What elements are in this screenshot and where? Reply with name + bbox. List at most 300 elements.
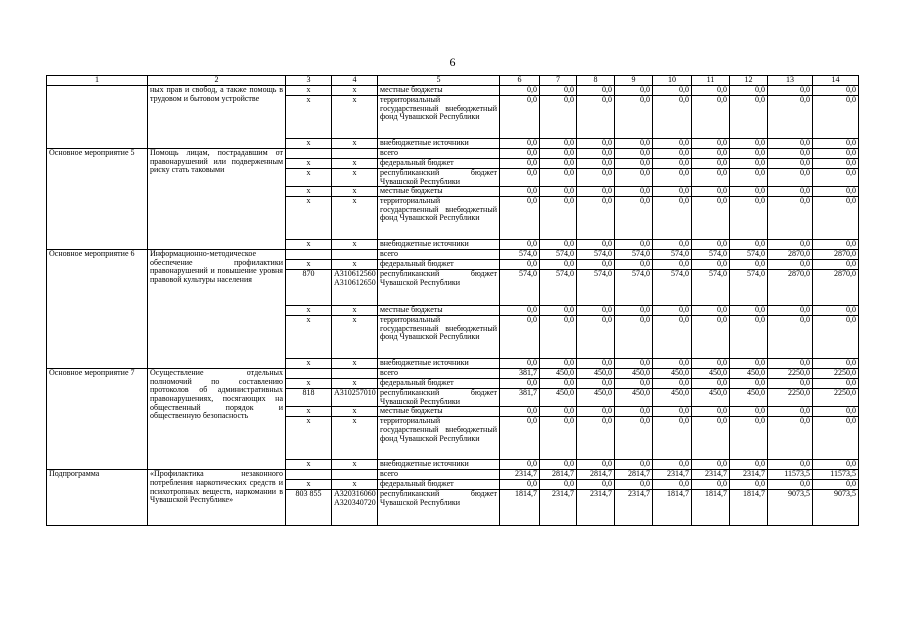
amount-cell: 450,0 (577, 369, 615, 379)
grbs-code: x (286, 480, 332, 490)
column-header: 7 (540, 76, 577, 86)
amount-cell: 0,0 (615, 86, 653, 96)
amount-cell: 0,0 (768, 316, 813, 359)
budget-classification-code: x (332, 139, 378, 149)
funding-source: внебюджетные источники (378, 240, 500, 250)
amount-cell: 0,0 (615, 359, 653, 369)
amount-cell: 450,0 (540, 389, 577, 407)
amount-cell: 0,0 (692, 306, 730, 316)
amount-cell: 1814,7 (730, 490, 768, 526)
amount-cell: 0,0 (653, 460, 692, 470)
amount-cell: 0,0 (768, 379, 813, 389)
amount-cell: 0,0 (500, 159, 540, 169)
amount-cell: 0,0 (692, 379, 730, 389)
amount-cell: 2870,0 (813, 250, 859, 260)
amount-cell: 9073,5 (813, 490, 859, 526)
budget-classification-code (332, 470, 378, 480)
amount-cell: 0,0 (500, 417, 540, 460)
funding-source: федеральный бюджет (378, 379, 500, 389)
amount-cell: 450,0 (577, 389, 615, 407)
funding-source: республиканский бюджет Чувашской Республики (378, 169, 500, 187)
amount-cell: 0,0 (813, 359, 859, 369)
column-header: 12 (730, 76, 768, 86)
budget-classification-code: x (332, 379, 378, 389)
amount-cell: 574,0 (692, 250, 730, 260)
amount-cell: 0,0 (500, 169, 540, 187)
amount-cell: 0,0 (653, 480, 692, 490)
amount-cell: 0,0 (813, 86, 859, 96)
amount-cell: 0,0 (500, 306, 540, 316)
amount-cell: 0,0 (615, 149, 653, 159)
amount-cell: 0,0 (500, 316, 540, 359)
amount-cell: 0,0 (615, 139, 653, 149)
amount-cell: 450,0 (692, 369, 730, 379)
amount-cell: 0,0 (730, 159, 768, 169)
amount-cell: 2314,7 (692, 470, 730, 480)
amount-cell: 0,0 (540, 379, 577, 389)
amount-cell: 450,0 (653, 389, 692, 407)
grbs-code (286, 149, 332, 159)
amount-cell: 0,0 (500, 139, 540, 149)
header-row (47, 76, 859, 86)
amount-cell: 0,0 (813, 417, 859, 460)
budget-classification-code: x (332, 169, 378, 187)
amount-cell: 0,0 (540, 187, 577, 197)
amount-cell: 0,0 (653, 379, 692, 389)
amount-cell: 0,0 (813, 379, 859, 389)
amount-cell: 0,0 (577, 316, 615, 359)
amount-cell: 574,0 (540, 270, 577, 306)
activity-label: Основное мероприятие 7 (47, 369, 148, 470)
funding-source: республиканский бюджет Чувашской Республики (378, 270, 500, 306)
amount-cell: 0,0 (653, 407, 692, 417)
table-row (47, 470, 859, 480)
budget-classification-code: А320316060 А320340720 (332, 490, 378, 526)
amount-cell: 0,0 (730, 407, 768, 417)
amount-cell: 0,0 (540, 159, 577, 169)
amount-cell: 0,0 (692, 149, 730, 159)
amount-cell: 0,0 (615, 96, 653, 139)
grbs-code: x (286, 316, 332, 359)
amount-cell: 0,0 (615, 260, 653, 270)
column-header: 1 (47, 76, 148, 86)
amount-cell: 0,0 (500, 240, 540, 250)
amount-cell: 0,0 (730, 169, 768, 187)
table-row (47, 86, 859, 96)
amount-cell: 0,0 (500, 197, 540, 240)
amount-cell: 0,0 (768, 480, 813, 490)
column-header: 5 (378, 76, 500, 86)
amount-cell: 0,0 (813, 159, 859, 169)
amount-cell: 0,0 (540, 169, 577, 187)
activity-label: Основное мероприятие 5 (47, 149, 148, 250)
amount-cell: 0,0 (730, 306, 768, 316)
amount-cell: 0,0 (692, 197, 730, 240)
amount-cell: 2814,7 (577, 470, 615, 480)
amount-cell: 2870,0 (768, 270, 813, 306)
amount-cell: 2314,7 (540, 490, 577, 526)
amount-cell: 0,0 (730, 316, 768, 359)
amount-cell: 0,0 (653, 316, 692, 359)
amount-cell: 0,0 (615, 197, 653, 240)
amount-cell: 0,0 (500, 86, 540, 96)
amount-cell: 0,0 (615, 240, 653, 250)
budget-classification-code: А310612560 А310612650 (332, 270, 378, 306)
amount-cell: 0,0 (500, 260, 540, 270)
table-row (47, 369, 859, 379)
amount-cell: 0,0 (615, 187, 653, 197)
amount-cell: 2870,0 (768, 250, 813, 260)
grbs-code: x (286, 407, 332, 417)
amount-cell: 0,0 (500, 96, 540, 139)
amount-cell: 0,0 (540, 197, 577, 240)
amount-cell: 0,0 (692, 159, 730, 169)
budget-classification-code: x (332, 260, 378, 270)
amount-cell: 0,0 (813, 240, 859, 250)
amount-cell: 0,0 (730, 96, 768, 139)
amount-cell: 2314,7 (653, 470, 692, 480)
amount-cell: 2814,7 (540, 470, 577, 480)
activity-description: «Профилактика незаконного потребления наркотических средств и психотропных веществ, наркомании в Чувашской Республике» (148, 470, 286, 526)
amount-cell: 0,0 (615, 306, 653, 316)
budget-classification-code: x (332, 306, 378, 316)
amount-cell: 0,0 (768, 169, 813, 187)
budget-classification-code: А310257010 (332, 389, 378, 407)
amount-cell: 0,0 (730, 359, 768, 369)
amount-cell: 0,0 (615, 159, 653, 169)
amount-cell: 0,0 (577, 96, 615, 139)
amount-cell: 0,0 (692, 260, 730, 270)
funding-source: местные бюджеты (378, 86, 500, 96)
funding-source: территориальный государственный внебюджетный фонд Чувашской Республики (378, 316, 500, 359)
amount-cell: 0,0 (813, 197, 859, 240)
amount-cell: 0,0 (653, 240, 692, 250)
amount-cell: 0,0 (692, 417, 730, 460)
amount-cell: 0,0 (615, 316, 653, 359)
grbs-code: x (286, 86, 332, 96)
budget-classification-code: x (332, 417, 378, 460)
grbs-code: x (286, 379, 332, 389)
funding-source: местные бюджеты (378, 407, 500, 417)
activity-label: Подпрограмма (47, 470, 148, 526)
grbs-code: x (286, 240, 332, 250)
amount-cell: 574,0 (615, 270, 653, 306)
column-header: 6 (500, 76, 540, 86)
amount-cell: 0,0 (653, 169, 692, 187)
amount-cell: 0,0 (730, 139, 768, 149)
amount-cell: 574,0 (730, 270, 768, 306)
amount-cell: 0,0 (615, 480, 653, 490)
amount-cell: 0,0 (653, 149, 692, 159)
amount-cell: 0,0 (768, 417, 813, 460)
column-header: 2 (148, 76, 286, 86)
grbs-code: x (286, 417, 332, 460)
amount-cell: 574,0 (730, 250, 768, 260)
amount-cell: 0,0 (615, 379, 653, 389)
budget-classification-code (332, 250, 378, 260)
budget-classification-code (332, 369, 378, 379)
amount-cell: 0,0 (540, 316, 577, 359)
amount-cell: 0,0 (692, 460, 730, 470)
amount-cell: 0,0 (577, 260, 615, 270)
budget-classification-code: x (332, 480, 378, 490)
amount-cell: 0,0 (730, 417, 768, 460)
amount-cell: 0,0 (653, 86, 692, 96)
amount-cell: 0,0 (730, 240, 768, 250)
amount-cell: 0,0 (813, 316, 859, 359)
amount-cell: 0,0 (768, 139, 813, 149)
amount-cell: 0,0 (768, 187, 813, 197)
amount-cell: 0,0 (768, 460, 813, 470)
amount-cell: 574,0 (500, 250, 540, 260)
amount-cell: 0,0 (692, 407, 730, 417)
column-header: 4 (332, 76, 378, 86)
amount-cell: 0,0 (615, 460, 653, 470)
grbs-code: x (286, 169, 332, 187)
amount-cell: 11573,5 (768, 470, 813, 480)
amount-cell: 0,0 (577, 187, 615, 197)
amount-cell: 0,0 (653, 260, 692, 270)
amount-cell: 0,0 (653, 417, 692, 460)
amount-cell: 0,0 (692, 139, 730, 149)
amount-cell: 2314,7 (615, 490, 653, 526)
amount-cell: 0,0 (577, 480, 615, 490)
amount-cell: 0,0 (577, 460, 615, 470)
amount-cell: 0,0 (500, 460, 540, 470)
amount-cell: 11573,5 (813, 470, 859, 480)
amount-cell: 1814,7 (653, 490, 692, 526)
budget-classification-code: x (332, 96, 378, 139)
amount-cell: 0,0 (577, 306, 615, 316)
amount-cell: 2314,7 (730, 470, 768, 480)
amount-cell: 0,0 (692, 480, 730, 490)
grbs-code: x (286, 96, 332, 139)
grbs-code: x (286, 187, 332, 197)
amount-cell: 0,0 (615, 417, 653, 460)
amount-cell: 0,0 (813, 460, 859, 470)
amount-cell: 0,0 (730, 460, 768, 470)
amount-cell: 2250,0 (768, 369, 813, 379)
budget-classification-code: x (332, 86, 378, 96)
grbs-code (286, 250, 332, 260)
funding-source: внебюджетные источники (378, 139, 500, 149)
amount-cell: 574,0 (500, 270, 540, 306)
funding-source: территориальный государственный внебюджетный фонд Чувашской Республики (378, 417, 500, 460)
funding-source: федеральный бюджет (378, 260, 500, 270)
grbs-code: 870 (286, 270, 332, 306)
amount-cell: 0,0 (540, 359, 577, 369)
amount-cell: 0,0 (768, 96, 813, 139)
amount-cell: 450,0 (730, 389, 768, 407)
budget-classification-code: x (332, 197, 378, 240)
amount-cell: 0,0 (730, 187, 768, 197)
amount-cell: 0,0 (730, 197, 768, 240)
amount-cell: 574,0 (653, 270, 692, 306)
funding-source: республиканский бюджет Чувашской Республики (378, 389, 500, 407)
amount-cell: 2870,0 (813, 270, 859, 306)
amount-cell: 0,0 (768, 359, 813, 369)
amount-cell: 0,0 (730, 86, 768, 96)
amount-cell: 0,0 (577, 407, 615, 417)
amount-cell: 0,0 (615, 169, 653, 187)
amount-cell: 9073,5 (768, 490, 813, 526)
amount-cell: 0,0 (577, 417, 615, 460)
financing-table (46, 75, 859, 526)
amount-cell: 0,0 (813, 260, 859, 270)
amount-cell: 0,0 (577, 159, 615, 169)
amount-cell: 0,0 (540, 407, 577, 417)
amount-cell: 0,0 (813, 187, 859, 197)
amount-cell: 1814,7 (692, 490, 730, 526)
amount-cell: 450,0 (615, 389, 653, 407)
funding-source: внебюджетные источники (378, 359, 500, 369)
amount-cell: 381,7 (500, 389, 540, 407)
funding-source: местные бюджеты (378, 306, 500, 316)
amount-cell: 574,0 (692, 270, 730, 306)
amount-cell: 0,0 (813, 96, 859, 139)
funding-source: всего (378, 149, 500, 159)
grbs-code (286, 470, 332, 480)
column-header: 10 (653, 76, 692, 86)
amount-cell: 450,0 (615, 369, 653, 379)
amount-cell: 0,0 (500, 407, 540, 417)
amount-cell: 0,0 (813, 169, 859, 187)
amount-cell: 574,0 (540, 250, 577, 260)
amount-cell: 2314,7 (500, 470, 540, 480)
grbs-code: x (286, 197, 332, 240)
grbs-code: 818 (286, 389, 332, 407)
amount-cell: 0,0 (692, 169, 730, 187)
grbs-code (286, 369, 332, 379)
amount-cell: 0,0 (653, 197, 692, 240)
column-header: 11 (692, 76, 730, 86)
budget-classification-code: x (332, 359, 378, 369)
activity-label: Основное мероприятие 6 (47, 250, 148, 369)
amount-cell: 0,0 (813, 407, 859, 417)
amount-cell: 574,0 (577, 250, 615, 260)
amount-cell: 0,0 (577, 86, 615, 96)
amount-cell: 0,0 (540, 139, 577, 149)
amount-cell: 0,0 (813, 480, 859, 490)
funding-source: местные бюджеты (378, 187, 500, 197)
amount-cell: 0,0 (577, 240, 615, 250)
amount-cell: 0,0 (768, 149, 813, 159)
amount-cell: 0,0 (692, 96, 730, 139)
funding-source: внебюджетные источники (378, 460, 500, 470)
amount-cell: 0,0 (540, 480, 577, 490)
amount-cell: 0,0 (540, 86, 577, 96)
column-header: 8 (577, 76, 615, 86)
amount-cell: 2250,0 (768, 389, 813, 407)
budget-classification-code (332, 149, 378, 159)
column-header: 3 (286, 76, 332, 86)
amount-cell: 0,0 (500, 187, 540, 197)
amount-cell: 0,0 (653, 187, 692, 197)
amount-cell: 0,0 (768, 240, 813, 250)
funding-source: республиканский бюджет Чувашской Республики (378, 490, 500, 526)
amount-cell: 0,0 (653, 96, 692, 139)
amount-cell: 2814,7 (615, 470, 653, 480)
budget-classification-code: x (332, 460, 378, 470)
amount-cell: 0,0 (540, 460, 577, 470)
grbs-code: x (286, 159, 332, 169)
amount-cell: 0,0 (577, 169, 615, 187)
budget-classification-code: x (332, 316, 378, 359)
amount-cell: 0,0 (813, 149, 859, 159)
grbs-code: x (286, 460, 332, 470)
column-header: 13 (768, 76, 813, 86)
amount-cell: 2250,0 (813, 369, 859, 379)
amount-cell: 0,0 (500, 379, 540, 389)
amount-cell: 0,0 (768, 86, 813, 96)
activity-description: Помощь лицам, пострадавшим от правонарушений или подверженным риску стать таковыми (148, 149, 286, 250)
funding-source: федеральный бюджет (378, 480, 500, 490)
amount-cell: 0,0 (653, 359, 692, 369)
amount-cell: 0,0 (768, 306, 813, 316)
amount-cell: 0,0 (577, 139, 615, 149)
amount-cell: 0,0 (692, 86, 730, 96)
amount-cell: 0,0 (730, 260, 768, 270)
grbs-code: x (286, 260, 332, 270)
amount-cell: 0,0 (577, 197, 615, 240)
amount-cell: 0,0 (577, 359, 615, 369)
amount-cell: 2250,0 (813, 389, 859, 407)
amount-cell: 0,0 (615, 407, 653, 417)
amount-cell: 0,0 (653, 139, 692, 149)
funding-source: всего (378, 470, 500, 480)
funding-source: территориальный государственный внебюджетный фонд Чувашской Республики (378, 197, 500, 240)
amount-cell: 0,0 (813, 306, 859, 316)
budget-classification-code: x (332, 407, 378, 417)
budget-classification-code: x (332, 159, 378, 169)
grbs-code: x (286, 306, 332, 316)
amount-cell: 0,0 (768, 407, 813, 417)
table-row (47, 250, 859, 260)
column-header: 9 (615, 76, 653, 86)
amount-cell: 0,0 (692, 187, 730, 197)
amount-cell: 0,0 (540, 417, 577, 460)
activity-description: Информационно-методическое обеспечение профилактики правонарушений и повышение уровня правовой культуры населения (148, 250, 286, 369)
amount-cell: 0,0 (813, 139, 859, 149)
amount-cell: 2314,7 (577, 490, 615, 526)
grbs-code: x (286, 359, 332, 369)
amount-cell: 381,7 (500, 369, 540, 379)
amount-cell: 0,0 (540, 260, 577, 270)
amount-cell: 0,0 (540, 240, 577, 250)
page-number: 6 (449, 55, 456, 69)
amount-cell: 0,0 (540, 149, 577, 159)
amount-cell: 0,0 (692, 316, 730, 359)
amount-cell: 0,0 (540, 96, 577, 139)
amount-cell: 0,0 (653, 159, 692, 169)
amount-cell: 0,0 (768, 260, 813, 270)
amount-cell: 0,0 (730, 480, 768, 490)
funding-source: федеральный бюджет (378, 159, 500, 169)
grbs-code: x (286, 139, 332, 149)
amount-cell: 0,0 (500, 480, 540, 490)
amount-cell: 574,0 (577, 270, 615, 306)
funding-source: территориальный государственный внебюджетный фонд Чувашской Республики (378, 96, 500, 139)
budget-classification-code: x (332, 187, 378, 197)
amount-cell: 0,0 (653, 306, 692, 316)
amount-cell: 0,0 (730, 379, 768, 389)
amount-cell: 1814,7 (500, 490, 540, 526)
grbs-code: 803 855 (286, 490, 332, 526)
amount-cell: 450,0 (540, 369, 577, 379)
funding-source: всего (378, 250, 500, 260)
amount-cell: 0,0 (768, 159, 813, 169)
amount-cell: 574,0 (653, 250, 692, 260)
